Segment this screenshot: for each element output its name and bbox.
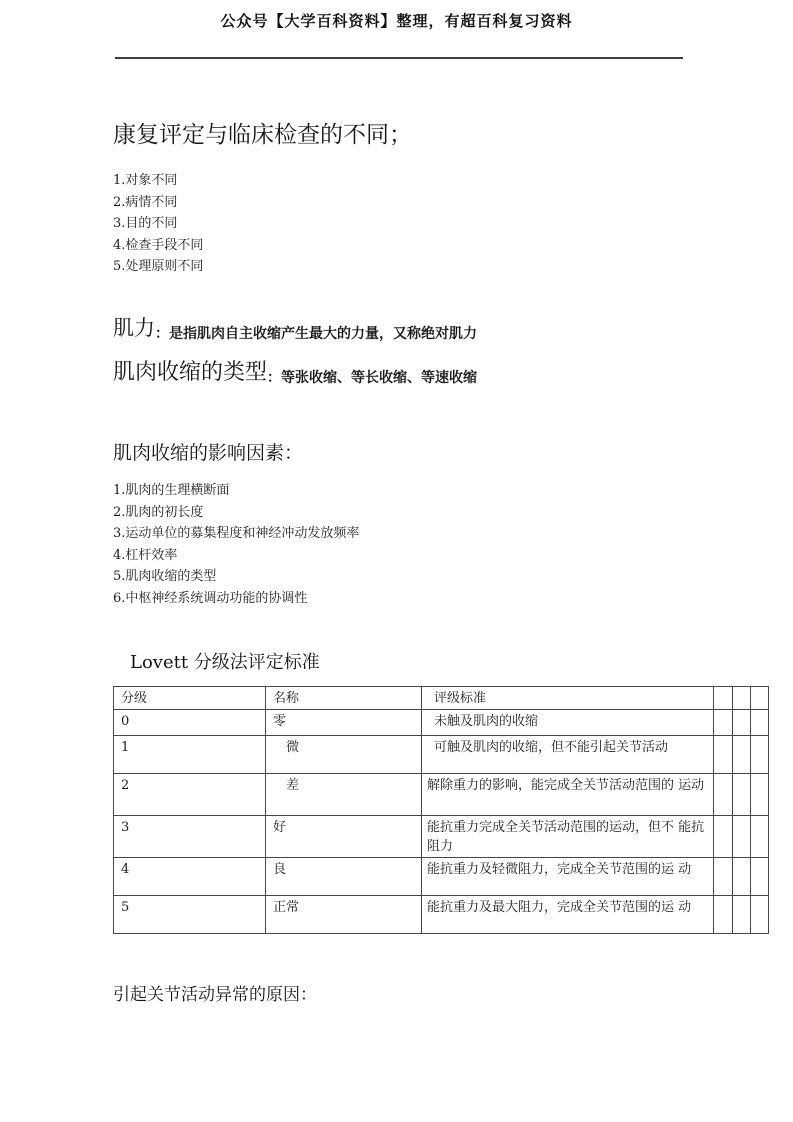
name-cell: 零	[266, 710, 422, 736]
column-header-grade: 分级	[114, 687, 266, 710]
name-cell: 差	[266, 774, 422, 816]
lovett-grading-table	[113, 686, 769, 934]
empty-cell	[733, 710, 751, 736]
empty-cell	[751, 774, 769, 816]
table-header-row	[114, 687, 769, 710]
grade-cell: 2	[114, 774, 266, 816]
criteria-cell: 能抗重力完成全关节活动范围的运动，但不 能抗阻力	[422, 816, 714, 858]
joint-motion-heading: 引起关节活动异常的原因：	[113, 985, 317, 1005]
empty-cell	[751, 816, 769, 858]
list-item: 3.目的不同	[113, 216, 178, 231]
list-item: 4.检查手段不同	[113, 237, 204, 253]
empty-cell	[733, 774, 751, 816]
empty-cell	[733, 736, 751, 774]
muscle-strength-definition	[113, 312, 477, 343]
criteria-cell: 能抗重力及最大阻力，完成全关节范围的运 动	[422, 896, 714, 934]
name-cell: 正常	[266, 896, 422, 934]
empty-cell	[751, 858, 769, 896]
table-row	[114, 774, 769, 816]
empty-cell	[733, 816, 751, 858]
table-row	[114, 736, 769, 774]
grade-cell: 1	[114, 736, 266, 774]
list-item: 6.中枢神经系统调动功能的协调性	[113, 590, 308, 606]
table-row	[114, 816, 769, 858]
empty-cell	[733, 858, 751, 896]
grade-cell: 5	[114, 896, 266, 934]
header-note: 公众号【大学百科资料】整理，有超百科复习资料	[220, 12, 573, 30]
list-item: 3.运动单位的募集程度和神经冲动发放频率	[113, 526, 360, 541]
column-header-name: 名称	[266, 687, 422, 710]
list-item: 2.病情不同	[113, 194, 178, 210]
term-definition: 是指肌肉自主收缩产生最大的力量，又称绝对肌力	[169, 326, 477, 342]
criteria-cell: 可触及肌肉的收缩，但不能引起关节活动	[422, 736, 714, 774]
empty-cell	[714, 736, 733, 774]
grade-cell: 3	[114, 816, 266, 858]
list-item: 1.对象不同	[113, 173, 178, 188]
empty-cell	[733, 687, 751, 710]
term-colon: ：	[155, 326, 169, 342]
grade-cell: 0	[114, 710, 266, 736]
name-cell: 微	[266, 736, 422, 774]
factors-title: 肌肉收缩的影响因素：	[113, 442, 304, 464]
factors-list	[113, 480, 359, 609]
table-row	[114, 858, 769, 896]
column-header-criteria: 评级标准	[422, 687, 714, 710]
empty-cell	[751, 896, 769, 934]
empty-cell	[714, 858, 733, 896]
horizontal-rule	[115, 57, 683, 59]
table-row	[114, 896, 769, 934]
section-title-difference: 康复评定与临床检查的不同；	[113, 122, 412, 148]
empty-cell	[751, 710, 769, 736]
empty-cell	[751, 687, 769, 710]
difference-list	[113, 170, 203, 278]
empty-cell	[714, 816, 733, 858]
term-label: 肌力	[113, 316, 155, 340]
list-item: 1.肌肉的生理横断面	[113, 483, 230, 498]
list-item: 5.肌肉收缩的类型	[113, 569, 217, 584]
criteria-cell: 解除重力的影响，能完成全关节活动范围的 运动	[422, 774, 714, 816]
term-colon: ：	[267, 370, 282, 386]
contraction-types-line	[113, 355, 477, 387]
empty-cell	[714, 710, 733, 736]
list-item: 5.处理原则不同	[113, 259, 204, 274]
name-cell: 良	[266, 858, 422, 896]
criteria-cell: 能抗重力及轻微阻力，完成全关节范围的运 动	[422, 858, 714, 896]
grade-cell: 4	[114, 858, 266, 896]
list-item: 4.杠杆效率	[113, 547, 178, 563]
empty-cell	[714, 774, 733, 816]
criteria-cell: 未触及肌肉的收缩	[422, 710, 714, 736]
term-definition: 等张收缩、等长收缩、等速收缩	[281, 370, 478, 386]
table-row	[114, 710, 769, 736]
empty-cell	[714, 896, 733, 934]
lovett-table-title: Lovett 分级法评定标准	[130, 652, 320, 673]
list-item: 2.肌肉的初长度	[113, 504, 204, 520]
empty-cell	[714, 687, 733, 710]
name-cell: 好	[266, 816, 422, 858]
empty-cell	[733, 896, 751, 934]
empty-cell	[751, 736, 769, 774]
term-label: 肌肉收缩的类型	[113, 360, 268, 385]
